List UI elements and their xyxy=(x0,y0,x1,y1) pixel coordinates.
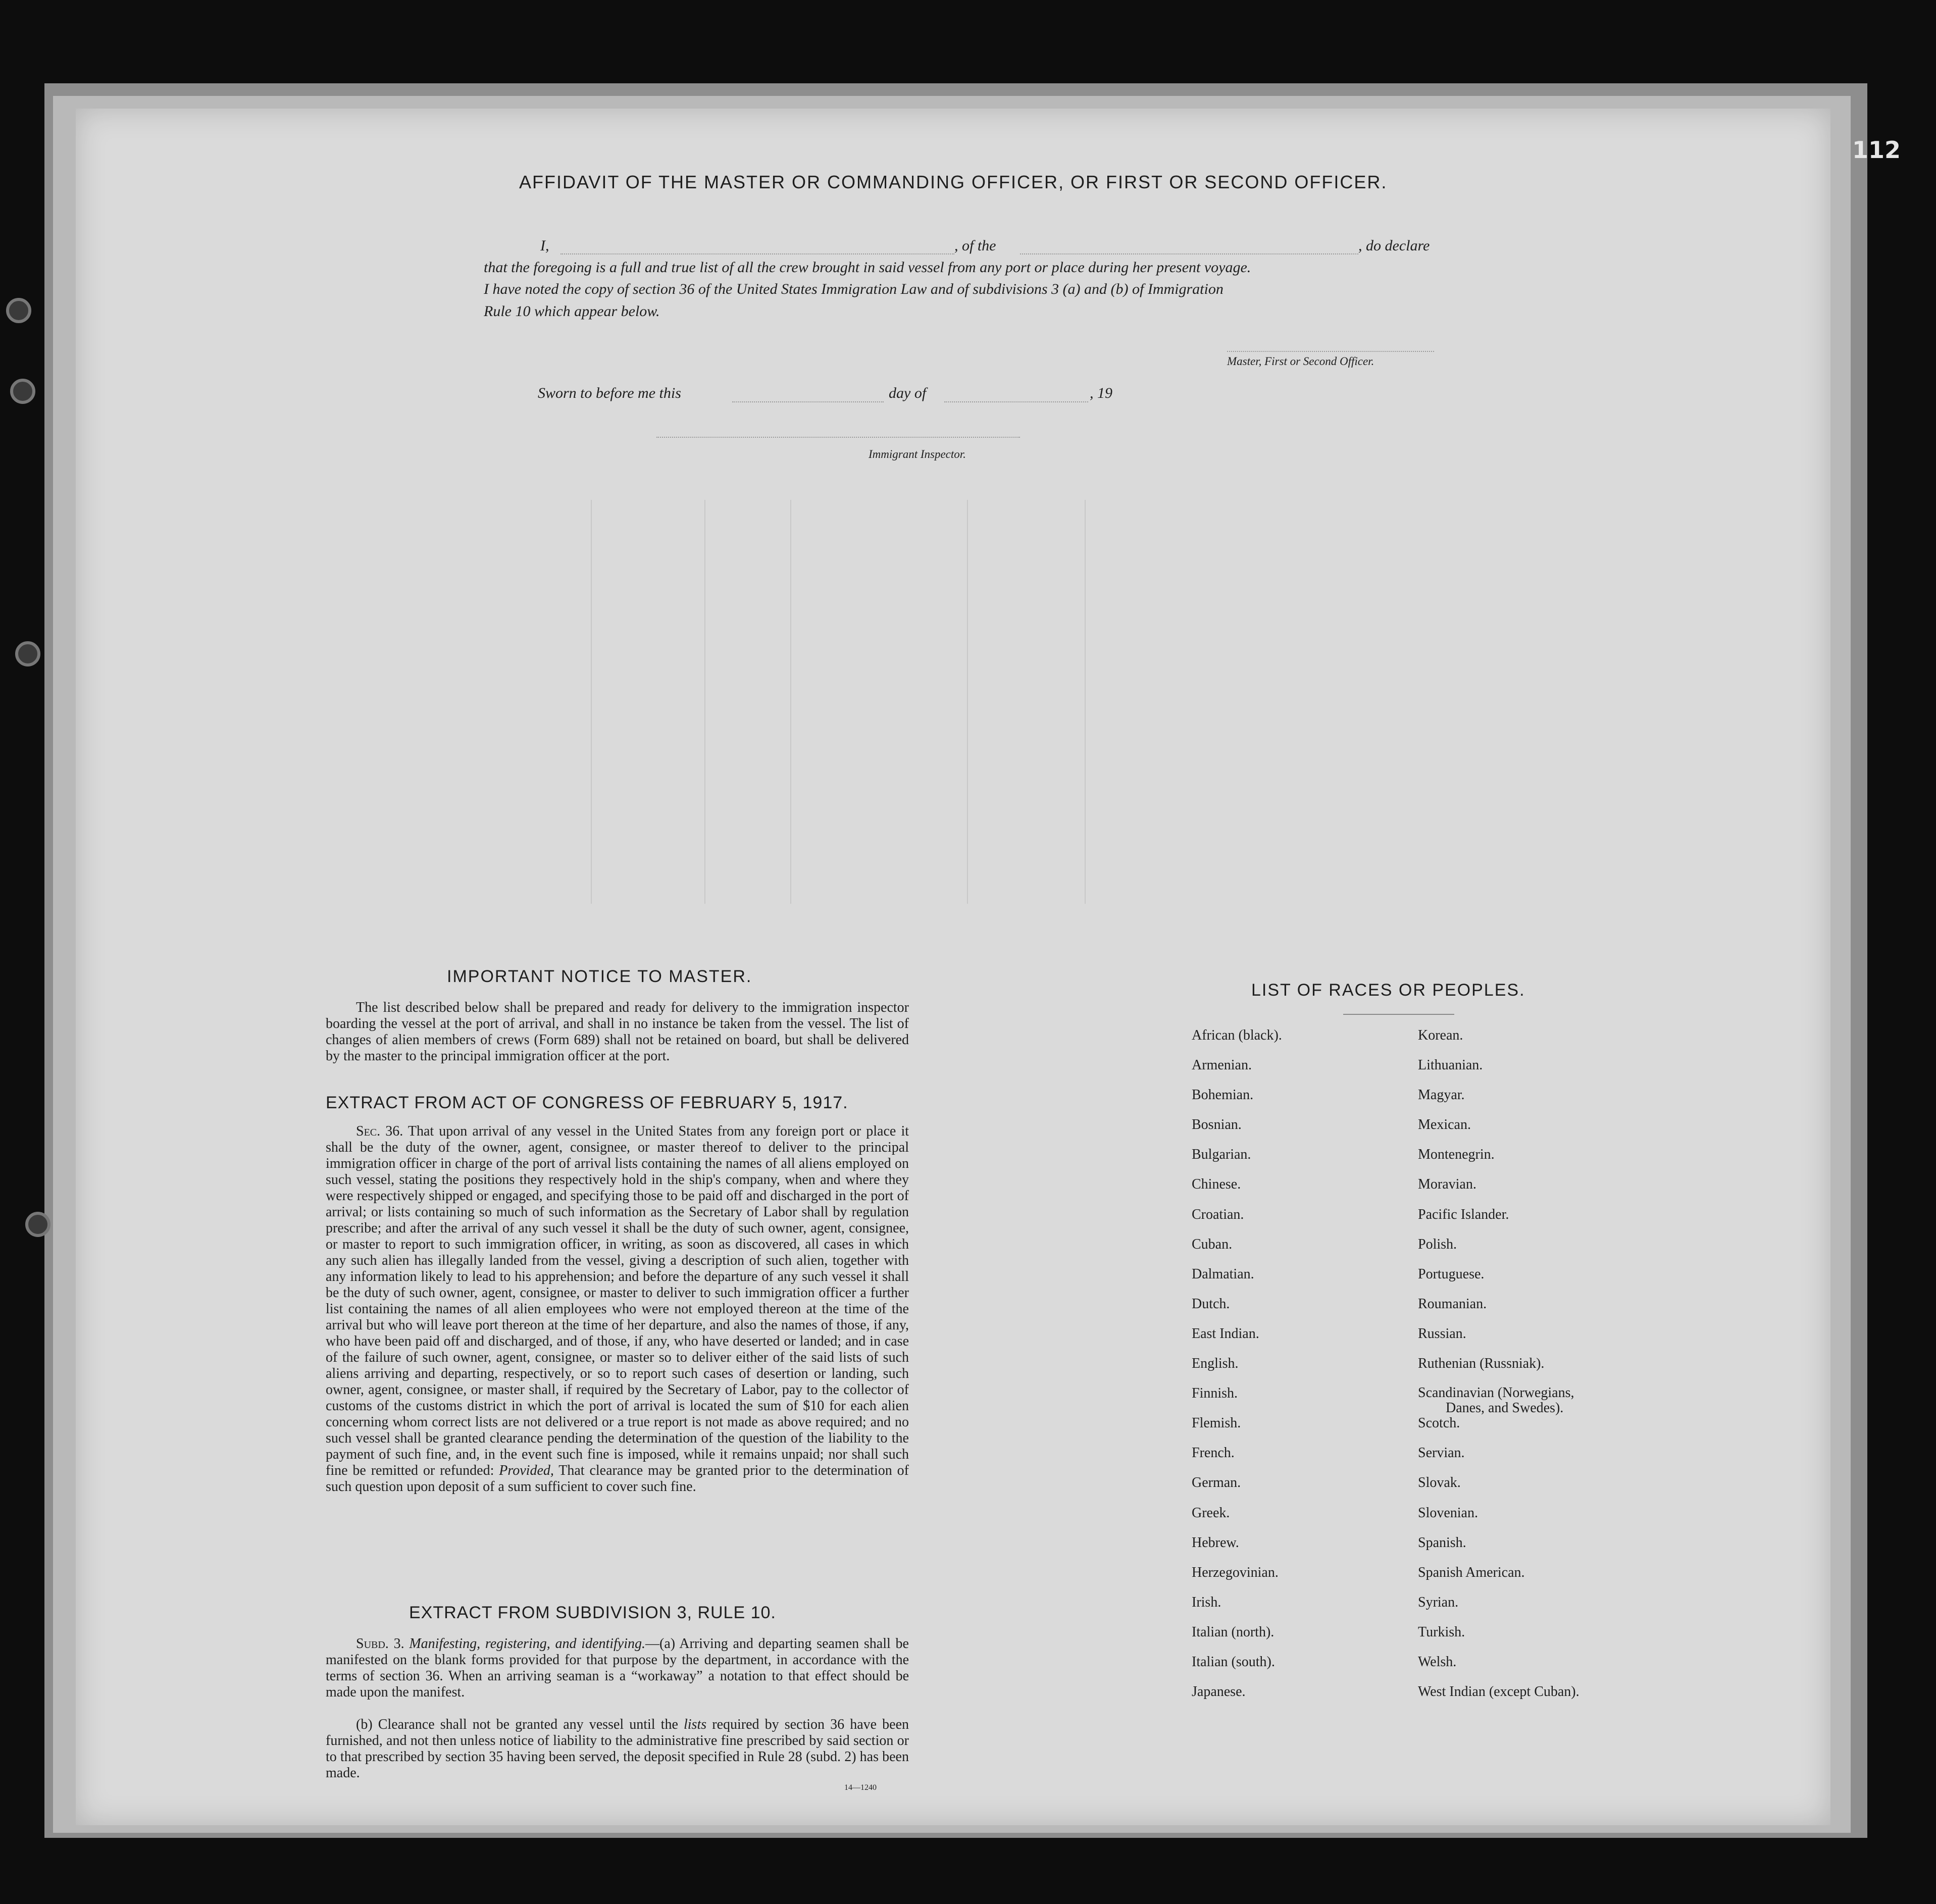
affidavit-line-4: Rule 10 which appear below. xyxy=(484,303,660,320)
race-item: Polish. xyxy=(1418,1236,1457,1252)
race-item: Magyar. xyxy=(1418,1087,1465,1103)
day-of-label: day of xyxy=(889,385,927,401)
race-item: German. xyxy=(1192,1475,1241,1491)
race-item: Croatian. xyxy=(1192,1206,1244,1222)
subd-para-a: —(a) Arriving and departing seamen shall be manifested on the blank forms provided for that purpose by the department, in accordance with the terms of section 36. When an arriving seaman is a “workaway” a notation to that effect should be made upon the manifest. xyxy=(326,1636,909,1700)
rule-extract-title: EXTRACT FROM SUBDIVISION 3, RULE 10. xyxy=(409,1603,776,1622)
day-blank xyxy=(732,401,884,402)
affidavit-of-the: , of the xyxy=(954,237,996,254)
race-item: Korean. xyxy=(1418,1027,1463,1043)
race-item: English. xyxy=(1192,1356,1239,1372)
section-label: Sec. 36. xyxy=(356,1123,403,1139)
race-item: Italian (north). xyxy=(1192,1624,1275,1640)
race-item: Scotch. xyxy=(1418,1415,1460,1431)
race-item: Bulgarian. xyxy=(1192,1147,1251,1163)
races-column-2 xyxy=(1418,1027,1650,1714)
column-rule xyxy=(967,500,968,904)
race-item: African (black). xyxy=(1192,1027,1282,1043)
race-item: Armenian. xyxy=(1192,1057,1252,1073)
race-item: Dalmatian. xyxy=(1192,1266,1254,1282)
race-item: Slovenian. xyxy=(1418,1505,1478,1521)
column-rule xyxy=(790,500,791,904)
act-extract-title: EXTRACT FROM ACT OF CONGRESS OF FEBRUARY 5, 1917. xyxy=(326,1093,848,1112)
race-item: Welsh. xyxy=(1418,1654,1457,1670)
notice-text: The list described below shall be prepared and ready for delivery to the immigration inspector boarding the vessel at the port of arrival, and shall in no instance be taken from the vessel. The list of changes of alien members of crews (Form 689) shall not be retained on board, but shall be delivered by the master to the principal immigration officer at the port. xyxy=(326,1000,909,1064)
race-item-two-line xyxy=(1418,1385,1650,1415)
race-item: French. xyxy=(1192,1445,1235,1461)
master-caption: Master, First or Second Officer. xyxy=(1227,355,1374,368)
name-blank xyxy=(561,253,954,254)
subd-label: Subd. 3. xyxy=(356,1636,404,1652)
race-item: Greek. xyxy=(1192,1505,1230,1521)
race-item: Finnish. xyxy=(1192,1385,1238,1402)
year-label: , 19 xyxy=(1090,385,1112,401)
para-b-1: (b) Clearance shall not be granted any vessel until the xyxy=(356,1717,678,1732)
race-item: Flemish. xyxy=(1192,1415,1241,1431)
race-item: Herzegovinian. xyxy=(1192,1564,1279,1580)
column-rule xyxy=(1085,500,1086,904)
section-text-2: That clearance may be granted prior to the determination of such question upon deposit of a sum sufficient to cover such fine. xyxy=(326,1463,909,1495)
provided-word: Provided, xyxy=(499,1463,554,1478)
signature-blank xyxy=(1227,351,1434,352)
race-item: Italian (south). xyxy=(1192,1654,1275,1670)
inspector-blank xyxy=(656,437,1020,438)
race-item: Pacific Islander. xyxy=(1418,1206,1509,1222)
race-item: Dutch. xyxy=(1192,1296,1230,1312)
race-item: Ruthenian (Russniak). xyxy=(1418,1356,1545,1372)
affidavit-line-2: that the foregoing is a full and true list of all the crew brought in said vessel from any port or place during her present voyage. xyxy=(484,259,1251,276)
races-title: LIST OF RACES OR PEOPLES. xyxy=(1251,981,1525,1000)
form-number: 14—1240 xyxy=(844,1783,877,1792)
race-item: Cuban. xyxy=(1192,1236,1233,1252)
race-item: Russian. xyxy=(1418,1325,1466,1342)
affidavit-i: I, xyxy=(540,237,549,254)
affidavit-declare: , do declare xyxy=(1358,237,1430,254)
race-item: Bohemian. xyxy=(1192,1087,1254,1103)
page-number: 112 xyxy=(1852,136,1901,164)
sworn-label: Sworn to before me this xyxy=(538,385,681,401)
inspector-caption: Immigrant Inspector. xyxy=(869,448,966,460)
rule-extract-para-b xyxy=(326,1717,909,1781)
race-item: Hebrew. xyxy=(1192,1534,1239,1551)
race-item: Lithuanian. xyxy=(1418,1057,1483,1073)
races-column-1 xyxy=(1192,1027,1424,1714)
race-item: Irish. xyxy=(1192,1594,1221,1610)
race-item: Servian. xyxy=(1418,1445,1465,1461)
column-rule xyxy=(704,500,705,904)
race-item: Syrian. xyxy=(1418,1594,1459,1610)
race-item-line-1: Scandinavian (Norwegians, xyxy=(1418,1385,1574,1401)
subd-heading: Manifesting, registering, and identifying. xyxy=(409,1636,645,1652)
race-item: Chinese. xyxy=(1192,1176,1241,1193)
month-blank xyxy=(944,401,1088,402)
para-b-lists: lists xyxy=(684,1717,707,1732)
race-item: East Indian. xyxy=(1192,1325,1259,1342)
para-b-2: required by section 36 have been furnished, and not then unless notice of liability to the administrative fine prescribed by said section or to that prescribed by section 35 having been served, the deposit specified in Rule 28 (subd. 2) has been made. xyxy=(326,1717,909,1781)
race-item: West Indian (except Cuban). xyxy=(1418,1684,1580,1700)
race-item: Spanish. xyxy=(1418,1534,1466,1551)
affidavit-title: AFFIDAVIT OF THE MASTER OR COMMANDING OFFICER, OR FIRST OR SECOND OFFICER. xyxy=(519,172,1388,192)
race-item: Slovak. xyxy=(1418,1475,1461,1491)
race-item: Bosnian. xyxy=(1192,1117,1242,1133)
race-item: Japanese. xyxy=(1192,1684,1246,1700)
section-text-1: That upon arrival of any vessel in the United States from any foreign port or place it shall be the duty of the owner, agent, consignee, or master thereof to deliver to the principal immigration officer in charge of the port of arrival lists containing the names of all aliens employed on such vessel, stating the positions they respectively hold in the ship's company, when and where they were respectively shipped or engaged, and specifying those to be paid off and discharged in the port of arrival; or lists containing so much of such information as the Secretary of Labor shall by regulation prescribe; and after the arrival of any such vessel it shall be the duty of such owner, agent, consignee, or master to report to such immigration officer, in writing, as soon as discovered, all cases in which any such alien has illegally landed from the vessel, giving a description of such alien, together with any information likely to lead to his apprehension; and before the departure of any such vessel it shall be the duty of such owner, agent, consignee, or master to deliver to such immigration officer a further list containing the names of all alien employees who were not employed thereon at the time of the arrival but who will leave port thereon at the time of her departure, and also the names of those, if any, who have been paid off and discharged, and of those, if any, who have deserted or landed; and in case of the failure of such owner, agent, consignee, or master so to deliver either of the said lists of such aliens arriving and departing, respectively, or so to report such cases of desertion or landing, such owner, agent, consignee, or master shall, if required by the Secretary of Labor, pay to the collector of customs of the customs district in which the port of arrival is located the sum of $10 for each alien concerning whom correct lists are not delivered or a true report is not made as above required; and no such vessel shall be granted clearance pending the determination of the question of the liability to the payment of such fine, and, in the event such fine is imposed, while it remains unpaid; nor shall such fine be remitted or refunded: xyxy=(326,1123,909,1478)
race-item: Roumanian. xyxy=(1418,1296,1487,1312)
affidavit-line-3: I have noted the copy of section 36 of the United States Immigration Law and of subdivisions 3 (a) and (b) of Immigration xyxy=(484,281,1224,297)
rule-extract-para-a xyxy=(326,1636,909,1701)
race-item: Moravian. xyxy=(1418,1176,1476,1193)
column-rule xyxy=(591,500,592,904)
race-item: Spanish American. xyxy=(1418,1564,1525,1580)
race-item: Portuguese. xyxy=(1418,1266,1485,1282)
race-item: Mexican. xyxy=(1418,1117,1471,1133)
race-item: Montenegrin. xyxy=(1418,1147,1495,1163)
race-item: Turkish. xyxy=(1418,1624,1465,1640)
races-title-rule xyxy=(1343,1014,1454,1015)
race-item-line-2: Danes, and Swedes). xyxy=(1446,1400,1564,1416)
notice-title: IMPORTANT NOTICE TO MASTER. xyxy=(447,967,752,986)
act-extract-text xyxy=(326,1123,909,1495)
vessel-blank xyxy=(1020,253,1358,254)
